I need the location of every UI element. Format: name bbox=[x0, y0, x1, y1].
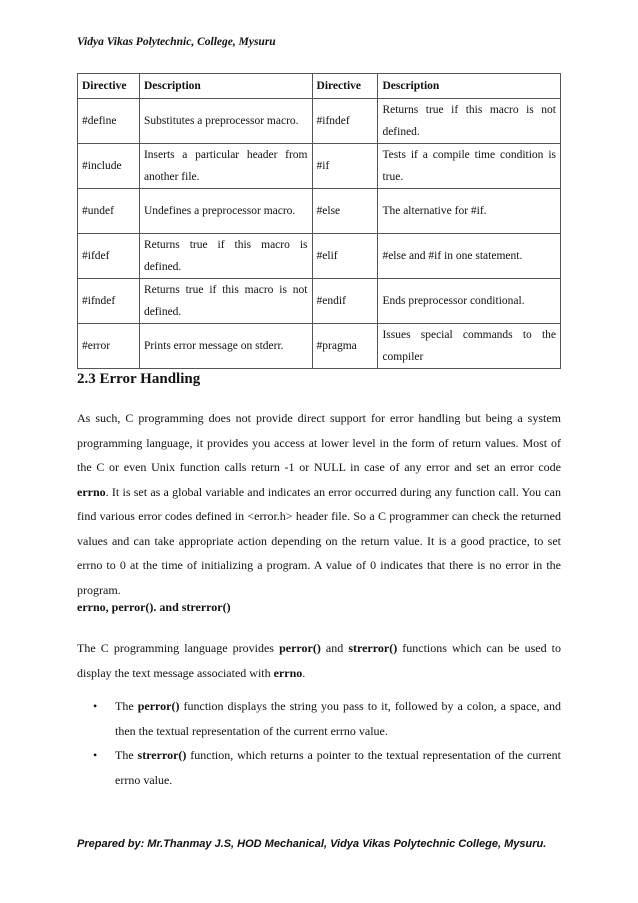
paragraph-text: and bbox=[320, 641, 349, 655]
paragraph-text: . It is set as a global variable and indicates an error occurred during any function call. You can find various error codes defined in <error.h> header file. So a C programmer can check the returned values and can take appropriate action depending on the return value. It is a good practice, to set errno to 0 at the time of initializing a program. A value of 0 indicates that there is no error in the program. bbox=[77, 484, 561, 597]
paragraph-text: The C programming language provides bbox=[77, 641, 280, 655]
paragraph-bold-text: errno bbox=[273, 665, 303, 680]
bullet-icon: • bbox=[93, 699, 98, 713]
paragraph-text: functions which can be used to display the text message associated with bbox=[77, 641, 562, 680]
directive-cell: #undef bbox=[78, 189, 140, 234]
description-cell: Returns true if this macro is defined. bbox=[139, 234, 312, 279]
list-item-bold-text: strerror() bbox=[137, 748, 187, 762]
description-cell: Issues special commands to the compiler bbox=[378, 324, 561, 369]
directives-table bbox=[77, 73, 561, 369]
directive-cell: #ifndef bbox=[78, 279, 140, 324]
section-title: 2.3 Error Handling bbox=[77, 371, 201, 387]
list-item-bold-text: perror() bbox=[137, 699, 180, 713]
directive-cell: #else bbox=[312, 189, 378, 234]
description-cell: Substitutes a preprocessor macro. bbox=[139, 99, 312, 144]
table-row bbox=[78, 324, 561, 369]
directive-cell: #pragma bbox=[312, 324, 378, 369]
directive-cell: #include bbox=[78, 144, 140, 189]
table-row bbox=[78, 144, 561, 189]
directive-cell: #elif bbox=[312, 234, 378, 279]
directive-cell: #endif bbox=[312, 279, 378, 324]
list-item-text: The bbox=[115, 699, 138, 713]
subheading: errno, perror(). and strerror() bbox=[77, 600, 231, 614]
bullet-list bbox=[77, 694, 561, 792]
directive-cell: #define bbox=[78, 99, 140, 144]
error-handling-paragraph bbox=[77, 406, 561, 602]
directive-cell: #if bbox=[312, 144, 378, 189]
paragraph-text: . bbox=[302, 665, 306, 680]
list-item-text: function displays the string you pass to it, followed by a colon, a space, and then the textual representation of the current errno value. bbox=[115, 699, 561, 738]
description-cell: Returns true if this macro is not defined. bbox=[139, 279, 312, 324]
table-row bbox=[78, 234, 561, 279]
bullet-icon: • bbox=[93, 748, 98, 762]
description-cell: Prints error message on stderr. bbox=[139, 324, 312, 369]
description-cell: Undefines a preprocessor macro. bbox=[139, 189, 312, 234]
list-item bbox=[77, 694, 561, 743]
description-cell: The alternative for #if. bbox=[378, 189, 561, 234]
paragraph-bold-text: errno bbox=[77, 484, 106, 499]
page-header: Vidya Vikas Polytechnic, College, Mysuru bbox=[77, 36, 276, 48]
column-header: Description bbox=[378, 74, 561, 99]
directive-cell: #error bbox=[78, 324, 140, 369]
paragraph-text: As such, C programming does not provide direct support for error handling but being a system programming language, it provides you access at lower level in the form of return values. Most of the C or even Unix function calls return -1 or NULL in case of any error and set an error code bbox=[77, 411, 561, 474]
table-row bbox=[78, 189, 561, 234]
description-cell: Inserts a particular header from another file. bbox=[139, 144, 312, 189]
list-item bbox=[77, 743, 561, 792]
column-header: Directive bbox=[78, 74, 140, 99]
list-item-text: The bbox=[115, 748, 138, 762]
table-row bbox=[78, 99, 561, 144]
page-footer: Prepared by: Mr.Thanmay J.S, HOD Mechanical, Vidya Vikas Polytechnic College, Mysuru. bbox=[77, 838, 547, 850]
column-header: Description bbox=[139, 74, 312, 99]
list-item-text: function, which returns a pointer to the textual representation of the current errno value. bbox=[115, 748, 561, 787]
directive-cell: #ifndef bbox=[312, 99, 378, 144]
paragraph-bold-text: perror() bbox=[279, 641, 321, 655]
functions-paragraph bbox=[77, 636, 561, 685]
description-cell: #else and #if in one statement. bbox=[378, 234, 561, 279]
table-header-row bbox=[78, 74, 561, 99]
description-cell: Tests if a compile time condition is true. bbox=[378, 144, 561, 189]
description-cell: Ends preprocessor conditional. bbox=[378, 279, 561, 324]
description-cell: Returns true if this macro is not defined. bbox=[378, 99, 561, 144]
directive-cell: #ifdef bbox=[78, 234, 140, 279]
column-header: Directive bbox=[312, 74, 378, 99]
paragraph-bold-text: strerror() bbox=[348, 641, 398, 655]
table-row bbox=[78, 279, 561, 324]
